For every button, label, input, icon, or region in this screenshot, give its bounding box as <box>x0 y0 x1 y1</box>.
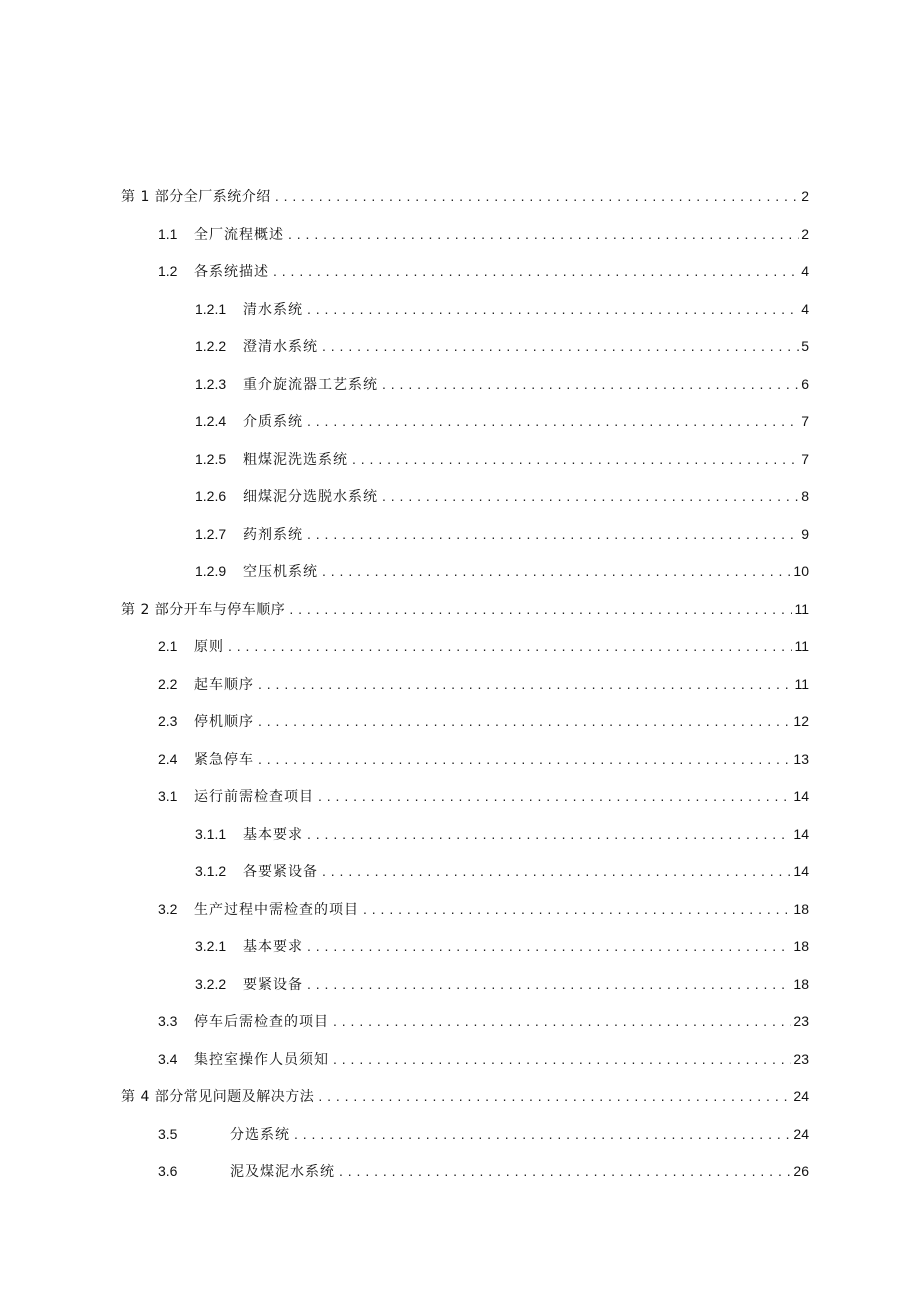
toc-dot-leader <box>322 335 799 357</box>
toc-entry[interactable] <box>0 1123 809 1145</box>
toc-entry-title: 细煤泥分选脱水系统 <box>243 489 378 505</box>
toc-entry[interactable] <box>0 260 809 282</box>
toc-entry-title: 泥及煤泥水系统 <box>230 1164 335 1180</box>
toc-entry-number: 3.1.1 <box>195 825 227 842</box>
toc-entry-number: 3.2.2 <box>195 975 227 992</box>
toc-entry-title: 基本要求 <box>243 826 303 843</box>
toc-dot-leader <box>228 635 792 657</box>
toc-entry-title: 介质系统 <box>243 414 303 430</box>
toc-entry[interactable] <box>0 373 809 395</box>
toc-entry-number: 3.2 <box>158 900 178 917</box>
toc-entry[interactable] <box>0 710 809 732</box>
toc-dot-leader <box>333 1010 791 1032</box>
toc-page-number: 9 <box>801 525 809 542</box>
toc-entry[interactable] <box>0 523 809 545</box>
toc-entry-title: 各系统描述 <box>194 264 269 280</box>
toc-page-number: 18 <box>793 900 809 917</box>
toc-page-number: 18 <box>793 938 809 954</box>
toc-entry-title: 清水系统 <box>243 301 303 318</box>
toc-entry-number: 3.2.1 <box>195 938 227 954</box>
toc-page-number: 18 <box>793 975 809 992</box>
toc-dot-leader <box>307 823 791 845</box>
toc-page-number: 7 <box>801 413 809 429</box>
toc-entry-number: 1.2.7 <box>195 525 227 542</box>
toc-entry-title: 停车后需检查的项目 <box>194 1014 329 1030</box>
toc-entry[interactable] <box>0 298 809 320</box>
toc-entry-number: 3.1 <box>158 788 178 804</box>
toc-entry[interactable] <box>0 785 809 807</box>
toc-page-number: 11 <box>794 675 809 692</box>
toc-page-number: 5 <box>801 338 809 354</box>
toc-page-number: 10 <box>793 563 809 579</box>
toc-entry-title: 全厂流程概述 <box>194 226 284 243</box>
toc-entry[interactable] <box>0 448 809 470</box>
toc-dot-leader <box>288 223 799 245</box>
toc-entry-title: 第 2 部分开车与停车顺序 <box>121 601 286 618</box>
toc-dot-leader <box>318 1085 791 1107</box>
toc-entry-number: 1.2.3 <box>195 375 227 392</box>
toc-entry-title: 第 4 部分常见问题及解决方法 <box>121 1089 315 1105</box>
toc-page-number: 24 <box>793 1088 809 1104</box>
toc-entry-number: 1.2 <box>158 263 178 279</box>
toc-dot-leader <box>258 748 791 770</box>
toc-entry[interactable] <box>0 410 809 432</box>
toc-dot-leader <box>258 673 792 695</box>
toc-entry[interactable] <box>0 935 809 957</box>
toc-entry-title: 各要紧设备 <box>243 864 318 880</box>
toc-entry[interactable] <box>0 335 809 357</box>
toc-entry-number: 1.2.5 <box>195 450 227 467</box>
toc-dot-leader <box>382 373 799 395</box>
toc-entry[interactable] <box>0 560 809 582</box>
toc-entry-title: 第 1 部分全厂系统介绍 <box>121 189 271 205</box>
toc-entry-number: 2.2 <box>158 675 178 692</box>
toc-entry-number: 1.2.9 <box>195 563 227 579</box>
toc-page-number: 7 <box>801 450 809 467</box>
toc-page-number: 6 <box>801 375 809 392</box>
toc-page-number: 24 <box>793 1125 809 1142</box>
toc-page-number: 4 <box>801 263 809 279</box>
toc-entry[interactable] <box>0 973 809 995</box>
toc-entry[interactable] <box>0 823 809 845</box>
toc-entry-title: 紧急停车 <box>194 751 254 768</box>
toc-entry-title: 重介旋流器工艺系统 <box>243 376 378 393</box>
toc-entry-title: 粗煤泥洗选系统 <box>243 451 348 468</box>
toc-entry-title: 基本要求 <box>243 939 303 955</box>
toc-entry-number: 3.4 <box>158 1050 178 1067</box>
toc-entry-title: 停机顺序 <box>194 714 254 730</box>
toc-entry-number: 2.3 <box>158 713 178 729</box>
toc-dot-leader <box>307 973 791 995</box>
toc-entry-title: 集控室操作人员须知 <box>194 1051 329 1068</box>
toc-entry[interactable] <box>0 673 809 695</box>
toc-dot-leader <box>275 185 799 207</box>
toc-entry[interactable] <box>0 748 809 770</box>
toc-page-number: 13 <box>793 750 809 767</box>
toc-entry[interactable] <box>0 860 809 882</box>
toc-entry[interactable] <box>0 635 809 657</box>
toc-entry-title: 空压机系统 <box>243 564 318 580</box>
toc-entry[interactable] <box>0 485 809 507</box>
toc-dot-leader <box>352 448 799 470</box>
toc-entry-title: 澄清水系统 <box>243 339 318 355</box>
toc-entry[interactable] <box>0 1085 809 1107</box>
toc-dot-leader <box>289 598 792 620</box>
toc-dot-leader <box>273 260 799 282</box>
toc-entry-title: 运行前需检查项目 <box>194 789 314 805</box>
toc-entry[interactable] <box>0 185 809 207</box>
toc-entry-title: 药剂系统 <box>243 526 303 543</box>
toc-page-number: 23 <box>793 1050 809 1067</box>
toc-dot-leader <box>382 485 799 507</box>
toc-entry-number: 3.1.2 <box>195 863 227 879</box>
toc-dot-leader <box>322 860 791 882</box>
toc-dot-leader <box>363 898 791 920</box>
toc-entry-title: 要紧设备 <box>243 976 303 993</box>
toc-dot-leader <box>339 1160 791 1182</box>
toc-page-number: 11 <box>794 638 809 654</box>
toc-page-number: 4 <box>801 300 809 317</box>
toc-dot-leader <box>307 410 799 432</box>
toc-entry-number: 1.2.6 <box>195 488 227 504</box>
toc-entry-number: 2.4 <box>158 750 178 767</box>
toc-entry-number: 3.3 <box>158 1013 178 1029</box>
toc-dot-leader <box>307 935 791 957</box>
toc-dot-leader <box>333 1048 791 1070</box>
toc-entry[interactable] <box>0 1048 809 1070</box>
toc-entry-title: 分选系统 <box>230 1126 290 1143</box>
toc-dot-leader <box>294 1123 791 1145</box>
toc-entry-number: 3.5 <box>158 1125 178 1142</box>
toc-page-number: 14 <box>793 863 809 879</box>
toc-entry[interactable] <box>0 1160 809 1182</box>
toc-entry-number: 1.2.1 <box>195 300 227 317</box>
toc-page-number: 14 <box>793 825 809 842</box>
toc-dot-leader <box>318 785 791 807</box>
toc-entry-title: 生产过程中需检查的项目 <box>194 901 359 918</box>
toc-page-number: 23 <box>793 1013 809 1029</box>
toc-page-number: 12 <box>793 713 809 729</box>
toc-entry[interactable] <box>0 898 809 920</box>
toc-entry[interactable] <box>0 598 809 620</box>
toc-dot-leader <box>258 710 791 732</box>
toc-page-number: 11 <box>794 600 809 617</box>
toc-dot-leader <box>307 523 799 545</box>
toc-entry-number: 1.2.4 <box>195 413 227 429</box>
toc-entry-number: 3.6 <box>158 1163 178 1179</box>
toc-page-number: 14 <box>793 788 809 804</box>
toc-page-number: 8 <box>801 488 809 504</box>
toc-entry-title: 起车顺序 <box>194 676 254 693</box>
toc-entry-title: 原则 <box>194 639 224 655</box>
toc-page-number: 2 <box>801 225 809 242</box>
toc-dot-leader <box>322 560 791 582</box>
toc-entry-number: 1.2.2 <box>195 338 227 354</box>
toc-entry[interactable] <box>0 223 809 245</box>
toc-page-number: 26 <box>793 1163 809 1179</box>
toc-dot-leader <box>307 298 799 320</box>
toc-entry[interactable] <box>0 1010 809 1032</box>
toc-page-number: 2 <box>801 188 809 204</box>
toc-entry-number: 2.1 <box>158 638 178 654</box>
toc-entry-number: 1.1 <box>158 225 178 242</box>
